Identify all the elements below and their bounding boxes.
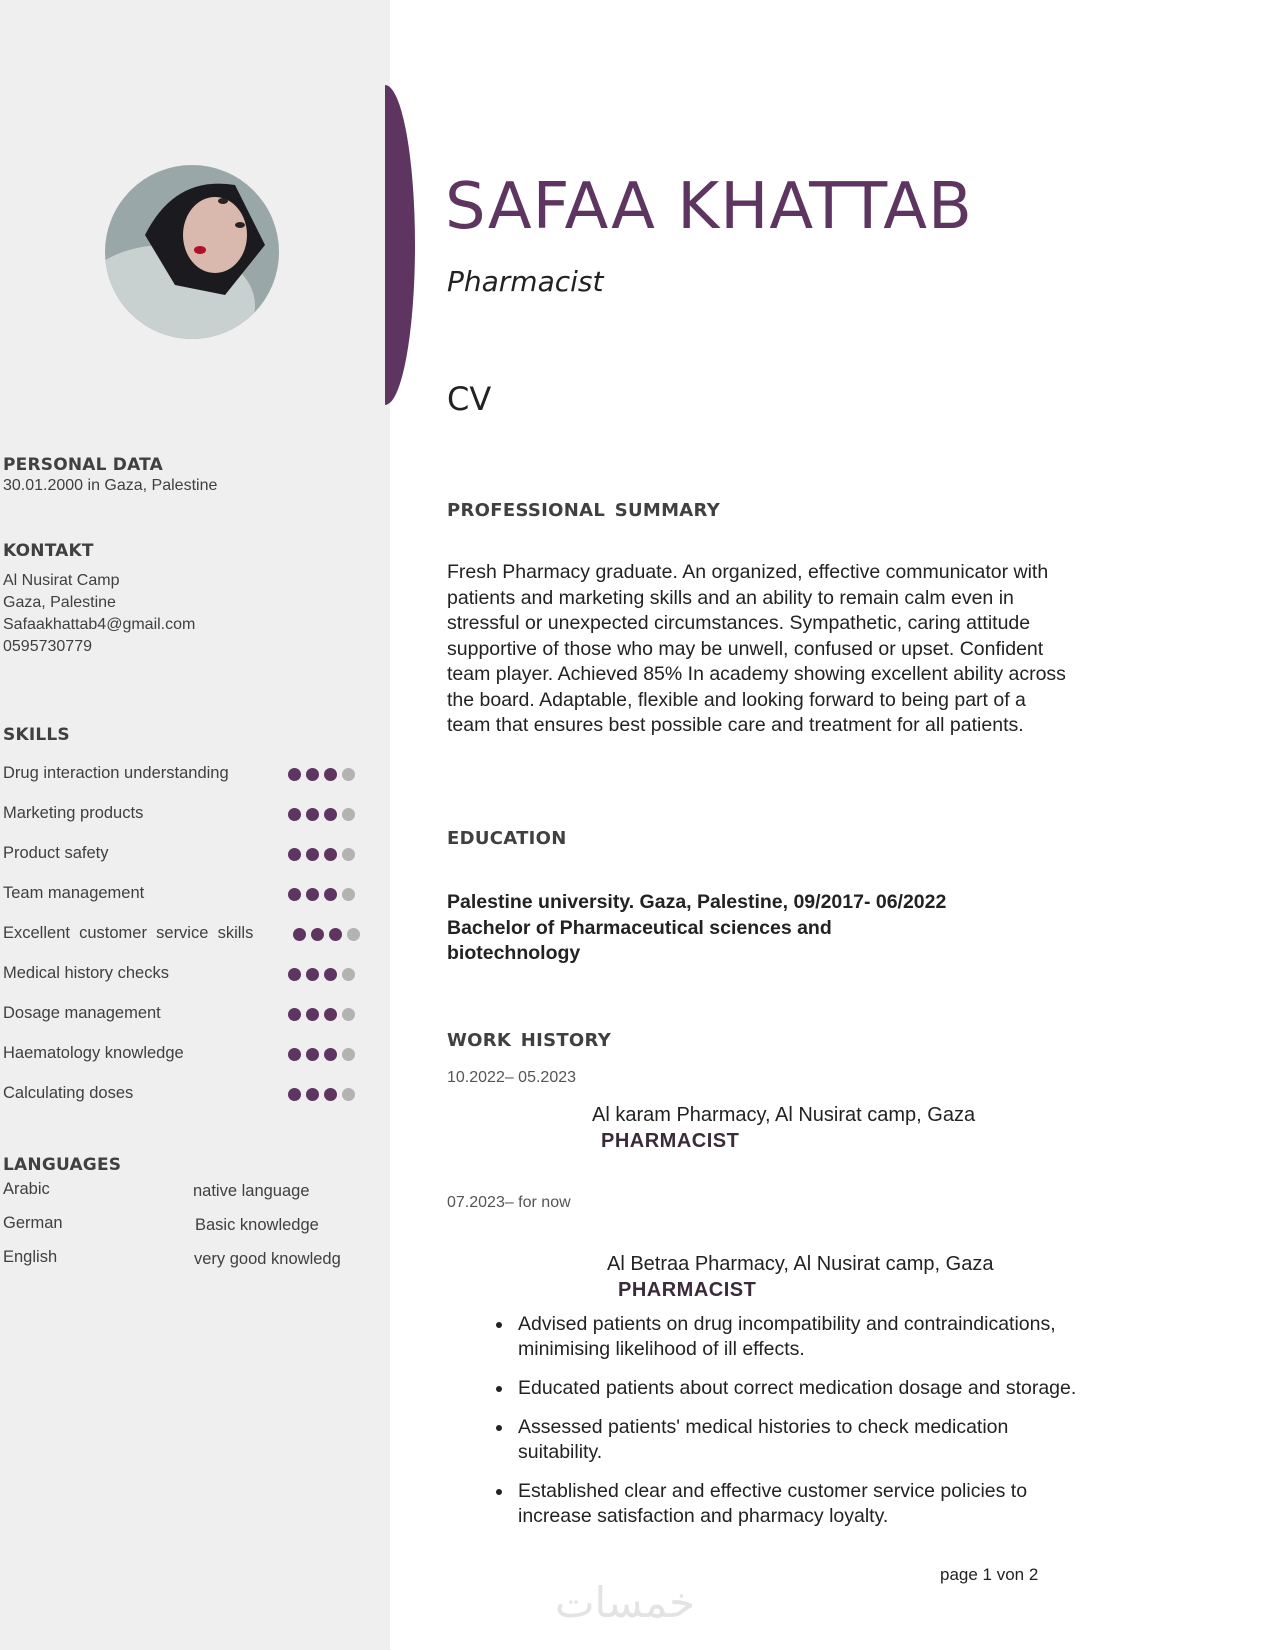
summary-text: Fresh Pharmacy graduate. An organized, effective communicator with patients and marketing skills and an ability to remain calm even in stressful or unexpected circumstances. Sympathetic, caring attitude supportive of those who may be unwell, confused or upset. Confident team player. Achieved 85% In academy showing excellent ability across the board. Adaptable, flexible and looking forward to being part of a team that ensures best possible care and treatment for all patients. — [447, 561, 1066, 736]
rating-dot-empty — [342, 888, 355, 901]
rating-dot-empty — [342, 1008, 355, 1021]
skill-rating — [288, 1048, 355, 1062]
skill-label: Medical history checks — [3, 964, 169, 982]
contact-address-2: Gaza, Palestine — [3, 594, 116, 611]
skill-row — [3, 1004, 363, 1026]
skill-rating — [288, 848, 355, 862]
skill-row — [3, 764, 363, 786]
skill-row — [3, 924, 363, 946]
contact-email[interactable]: Safaakhattab4@gmail.com — [3, 616, 196, 633]
rating-dot-filled — [306, 888, 319, 901]
rating-dot-filled — [306, 1088, 319, 1101]
page-number: page 1 von 2 — [940, 1565, 1039, 1584]
language-level: native language — [193, 1182, 310, 1200]
rating-dot-empty — [342, 848, 355, 861]
job-role: PHARMACIST — [618, 1279, 757, 1301]
rating-dot-filled — [311, 928, 324, 941]
language-row — [3, 1180, 363, 1204]
education-degree: Bachelor of Pharmaceutical sciences and biotechnology — [447, 916, 832, 964]
skill-label: Drug interaction understanding — [3, 764, 229, 782]
job-duty: • Educated patients about correct medication dosage and storage. — [514, 1376, 1094, 1401]
job-duties-list — [478, 1312, 1094, 1543]
candidate-name: SAFAA KHATTAB — [445, 170, 973, 244]
job-title: Pharmacist — [447, 265, 604, 298]
language-level: very good knowledg — [194, 1250, 341, 1268]
skill-label: Product safety — [3, 844, 109, 862]
rating-dot-filled — [306, 848, 319, 861]
rating-dot-filled — [288, 1048, 301, 1061]
rating-dot-filled — [324, 768, 337, 781]
contact-heading: KONTAKT — [3, 541, 94, 561]
document-label: CV — [447, 380, 492, 418]
work-history-heading: WORK HISTORY — [447, 1030, 612, 1051]
rating-dot-filled — [288, 808, 301, 821]
language-name: Arabic — [3, 1180, 50, 1198]
rating-dot-filled — [293, 928, 306, 941]
watermark-logo: خمسات — [555, 1578, 696, 1627]
skill-rating — [293, 928, 360, 942]
skill-rating — [288, 1088, 355, 1102]
rating-dot-filled — [324, 1008, 337, 1021]
skill-row — [3, 964, 363, 986]
rating-dot-filled — [329, 928, 342, 941]
skill-row — [3, 1084, 363, 1106]
skill-rating — [288, 968, 355, 982]
skills-heading: SKILLS — [3, 725, 70, 745]
rating-dot-empty — [347, 928, 360, 941]
rating-dot-filled — [324, 808, 337, 821]
job-duty: • Advised patients on drug incompatibility and contraindications, minimising likelihood of ill effects. — [514, 1312, 1094, 1362]
contact-address-1: Al Nusirat Camp — [3, 572, 120, 589]
rating-dot-filled — [288, 768, 301, 781]
decorative-arc — [385, 85, 415, 405]
rating-dot-empty — [342, 808, 355, 821]
rating-dot-filled — [288, 888, 301, 901]
skill-label: Team management — [3, 884, 145, 902]
job-dates: 10.2022– 05.2023 — [447, 1069, 577, 1086]
rating-dot-filled — [324, 888, 337, 901]
contact-phone[interactable]: 0595730779 — [3, 638, 92, 655]
summary-heading: PROFESSIONAL SUMMARY — [447, 500, 721, 521]
rating-dot-filled — [288, 1088, 301, 1101]
skill-label: Marketing products — [3, 804, 144, 822]
rating-dot-filled — [324, 1088, 337, 1101]
rating-dot-filled — [306, 808, 319, 821]
language-row — [3, 1214, 363, 1238]
language-level: Basic knowledge — [195, 1216, 319, 1234]
rating-dot-filled — [324, 1048, 337, 1061]
education-heading: EDUCATION — [447, 828, 567, 849]
education-entry — [447, 890, 1007, 967]
skill-rating — [288, 808, 355, 822]
job-duty: • Assessed patients' medical histories to check medication suitability. — [514, 1415, 1094, 1465]
skill-rating — [288, 1008, 355, 1022]
language-row — [3, 1248, 363, 1272]
rating-dot-empty — [342, 968, 355, 981]
skill-rating — [288, 768, 355, 782]
skill-row — [3, 884, 363, 906]
skill-label: Dosage management — [3, 1004, 161, 1022]
language-name: German — [3, 1214, 63, 1232]
languages-heading: LANGUAGES — [3, 1155, 122, 1175]
skill-label: Excellent customer service skills — [3, 924, 254, 942]
rating-dot-filled — [324, 968, 337, 981]
rating-dot-empty — [342, 1088, 355, 1101]
skill-label: Haematology knowledge — [3, 1044, 184, 1062]
personal-data-heading: PERSONAL DATA — [3, 455, 163, 475]
birth-info: 30.01.2000 in Gaza, Palestine — [3, 477, 218, 494]
skill-row — [3, 844, 363, 866]
rating-dot-empty — [342, 1048, 355, 1061]
language-name: English — [3, 1248, 58, 1266]
job-duty: • Established clear and effective customer service policies to increase satisfaction and pharmacy loyalty. — [514, 1479, 1094, 1529]
rating-dot-filled — [288, 1008, 301, 1021]
skill-row — [3, 1044, 363, 1066]
skill-rating — [288, 888, 355, 902]
rating-dot-empty — [342, 768, 355, 781]
rating-dot-filled — [324, 848, 337, 861]
rating-dot-filled — [306, 1048, 319, 1061]
job-employer: Al Betraa Pharmacy, Al Nusirat camp, Gaza — [607, 1253, 994, 1275]
skill-row — [3, 804, 363, 826]
profile-photo — [105, 165, 279, 339]
skill-label: Calculating doses — [3, 1084, 134, 1102]
education-institution: Palestine university. Gaza, Palestine, 09/2017- 06/2022 — [447, 891, 947, 913]
job-role: PHARMACIST — [601, 1130, 740, 1152]
rating-dot-filled — [288, 848, 301, 861]
rating-dot-filled — [306, 1008, 319, 1021]
job-employer: Al karam Pharmacy, Al Nusirat camp, Gaza — [592, 1104, 976, 1126]
rating-dot-filled — [306, 768, 319, 781]
job-dates: 07.2023– for now — [447, 1194, 571, 1211]
rating-dot-filled — [306, 968, 319, 981]
rating-dot-filled — [288, 968, 301, 981]
